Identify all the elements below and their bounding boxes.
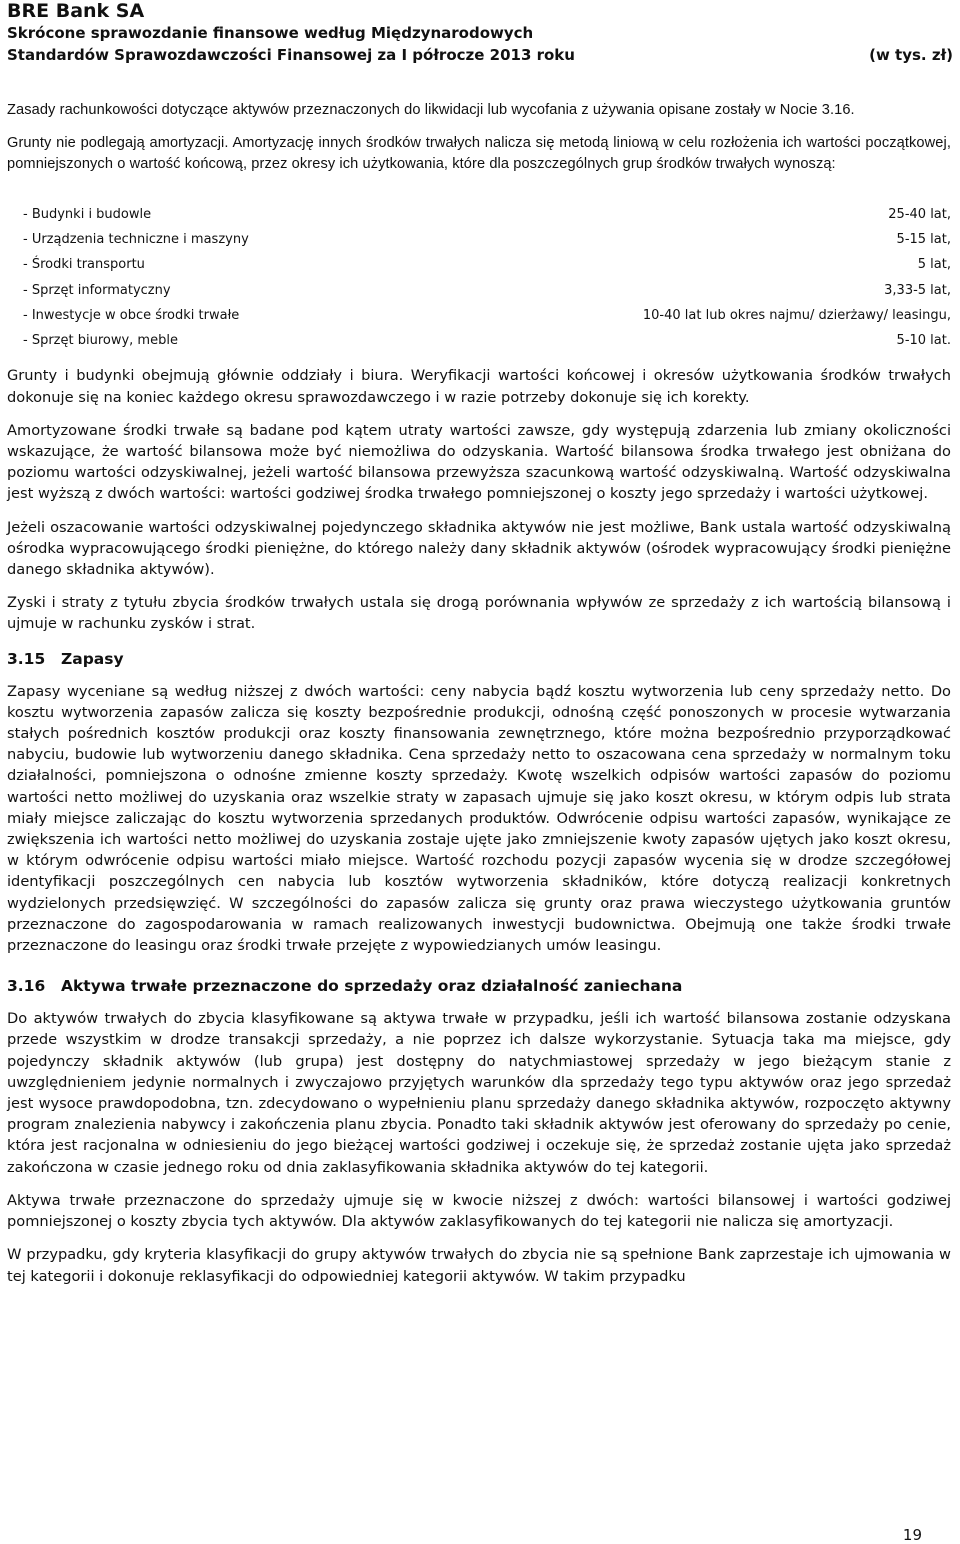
asset-group: - Sprzęt biurowy, meble <box>23 333 178 349</box>
report-title-line1: Skrócone sprawozdanie finansowe według Międzynarodowych <box>7 24 534 42</box>
paragraph: Do aktywów trwałych do zbycia klasyfikowane są aktywa trwałe w przypadku, jeśli ich wartość bilansowa zostanie odzyskana przede wszystkim w drodze transakcji sprzedaży, a nie poprzez ich dalsze wykorzystanie. Sytuacja taka ma miejsce, gdy pojedynczy składnik aktywów (lub grupa) jest dostępny do natychmiastowej sprzedaży w jego bieżącym stanie z uwzględnieniem jedynie normalnych i zwyczajowo przyjętych warunków dla sprzedaży tego typu aktywów oraz jego sprzedaż jest wysoce prawdopodobna, tzn. zdecydowano o wypełnieniu planu sprzedaży danego składnika aktywów, rozpoczęto aktywny program znalezienia nabywcy i zakończenia planu zbycia. Ponadto taki składnik aktywów jest oferowany do sprzedaży po cenie, która jest racjonalna w odniesieniu do jego bieżącej wartości godziwej i oczekuje się, że sprzedaż zostanie ujęta jako sprzedaż zakończona w czasie jednego roku od dnia zaklasyfikowania składnika aktywów do tej kategorii. <box>7 1010 951 1176</box>
depreciation-period: 5-10 lat. <box>896 333 951 349</box>
asset-group: - Urządzenia techniczne i maszyny <box>23 231 249 247</box>
depreciation-period: 5-15 lat, <box>896 231 951 247</box>
paragraph: Amortyzowane środki trwałe są badane pod kątem utraty wartości zawsze, gdy występują zdarzenia lub zmiany okoliczności wskazujące, że wartość bilansowa może być niemożliwa do odzyskania. Wartość bilansowa środka trwałego jest obniżana do poziomu wartości odzyskiwalnej, jeżeli wartość bilansowa przewyższa szacunkową wartość odzyskiwalną. Wartość odzyskiwalna jest wyższą z dwóch wartości: wartości godziwej środka trwałego pomniejszonej o koszty jego sprzedaży i wartości użytkowej. <box>7 421 951 503</box>
section-number: 3.15 <box>7 649 46 668</box>
table-row <box>7 227 951 252</box>
paragraph: Grunty i budynki obejmują głównie oddziały i biura. Weryfikacji wartości końcowej i okresów użytkowania środków trwałych dokonuje się na koniec każdego okresu sprawozdawczego i w razie potrzeby dokonuje się ich korekty. <box>7 367 951 406</box>
depreciation-period: 10-40 lat lub okres najmu/ dzierżawy/ leasingu, <box>642 307 951 323</box>
asset-group: - Budynki i budowle <box>23 206 152 222</box>
paragraph: Zapasy wyceniane są według niższej z dwóch wartości: ceny nabycia bądź kosztu wytworzenia lub ceny sprzedaży netto. Do kosztu wytworzenia zapasów zalicza się koszty bezpośrednie produkcji, odnośną część ponoszonych w procesie wytwarzania stałych pośrednich kosztów produkcji oraz koszty finansowania zewnętrznego, które można bezpośrednio przyporządkować nabyciu, budowie lub wytworzeniu danego składnika. Cena sprzedaży netto to oszacowana cena sprzedaży w normalnym toku działalności, pomniejszona o odnośne zmienne koszty sprzedaży. Kwotę wszelkich odpisów wartości zapasów do poziomu wartości netto możliwej do uzyskania oraz wszelkie straty w zapasach ujmuje się jako koszt okresu, w którym odpis lub strata miały miejsce zaliczając do kosztu wytworzenia sprzedanych produktów. Odwrócenie odpisu wartości zapasów, wynikające ze zwiększenia ich wartości netto możliwej do uzyskania zostaje ujęte jako zmniejszenie kwoty zapasów ujętych jako koszt okresu, w którym odwrócenie odpisu wartości miało miejsce. Wartość rozchodu pozycji zapasów wycenia się w drodze szczegółowej identyfikacji poszczególnych cen nabycia lub kosztów wytworzenia składników, które dotyczą realizacji konkretnych wydzielonych przedsięwzięć. W szczególności do zapasów zalicza się grunty oraz prawa wieczystego użytkowania gruntów przeznaczone do zagospodarowania w ramach realizowanych inwestycji budownictwa. Obejmują one także środki trwałe przeznaczone do leasingu oraz środki trwałe przejęte z wypowiedzianych umów leasingu. <box>7 682 951 955</box>
section-title: Zapasy <box>61 649 124 668</box>
depreciation-period: 3,33-5 lat, <box>884 282 951 298</box>
table-row <box>7 303 951 328</box>
section-heading-3-16 <box>7 974 951 998</box>
paragraph: Grunty nie podlegają amortyzacji. Amortyzację innych środków trwałych nalicza się metodą liniową w celu rozłożenia ich wartości początkowej, pomniejszonych o wartość końcową, przez okresy ich użytkowania, które dla poszczególnych grup środków trwałych wynoszą: <box>7 135 951 173</box>
depreciation-table <box>7 202 951 354</box>
paragraph: W przypadku, gdy kryteria klasyfikacji do grupy aktywów trwałych do zbycia nie są spełnione Bank zaprzestaje ich ujmowania w tej kategorii i dokonuje reklasyfikacji do odpowiedniej kategorii aktywów. W takim przypadku <box>7 1246 951 1285</box>
page-header <box>7 0 953 66</box>
report-title-line2-row <box>7 44 953 66</box>
section-number: 3.16 <box>7 977 46 996</box>
section-heading-3-15 <box>7 647 951 671</box>
asset-group: - Sprzęt informatyczny <box>23 282 171 298</box>
asset-group: - Środki transportu <box>23 257 145 273</box>
report-title-line2: Standardów Sprawozdawczości Finansowej za I półrocze 2013 roku <box>7 46 575 64</box>
paragraph: Aktywa trwałe przeznaczone do sprzedaży ujmuje się w kwocie niższej z dwóch: wartości bilansowej i wartości godziwej pomniejszonej o koszty zbycia tych aktywów. Dla aktywów zaklasyfikowanych do tej kategorii nie nalicza się amortyzacji. <box>7 1191 951 1231</box>
section-title: Aktywa trwałe przeznaczone do sprzedaży oraz działalność zaniechana <box>61 977 683 996</box>
paragraph: Zasady rachunkowości dotyczące aktywów przeznaczonych do likwidacji lub wycofania z używania opisane zostały w Nocie 3.16. <box>7 102 855 118</box>
paragraph: Jeżeli oszacowanie wartości odzyskiwalnej pojedynczego składnika aktywów nie jest możliwe, Bank ustala wartość odzyskiwalną ośrodka wypracowującego środki pieniężne, do którego należy dany składnik aktywów (ośrodek wypracowujący środki pieniężne danego składnika aktywów). <box>7 518 951 579</box>
asset-group: - Inwestycje w obce środki trwałe <box>23 307 240 323</box>
paragraph: Zyski i straty z tytułu zbycia środków trwałych ustala się drogą porównania wpływów ze sprzedaży z ich wartością bilansową i ujmuje w rachunku zysków i strat. <box>7 594 951 633</box>
page-number: 19 <box>902 1526 922 1544</box>
currency-unit: (w tys. zł) <box>869 46 953 64</box>
table-row <box>7 202 951 227</box>
bank-name: BRE Bank SA <box>7 0 145 22</box>
document-body <box>7 100 951 1287</box>
table-row <box>7 328 951 353</box>
table-row <box>7 252 951 277</box>
table-row <box>7 278 951 303</box>
depreciation-period: 25-40 lat, <box>888 206 951 222</box>
depreciation-period: 5 lat, <box>917 257 951 273</box>
